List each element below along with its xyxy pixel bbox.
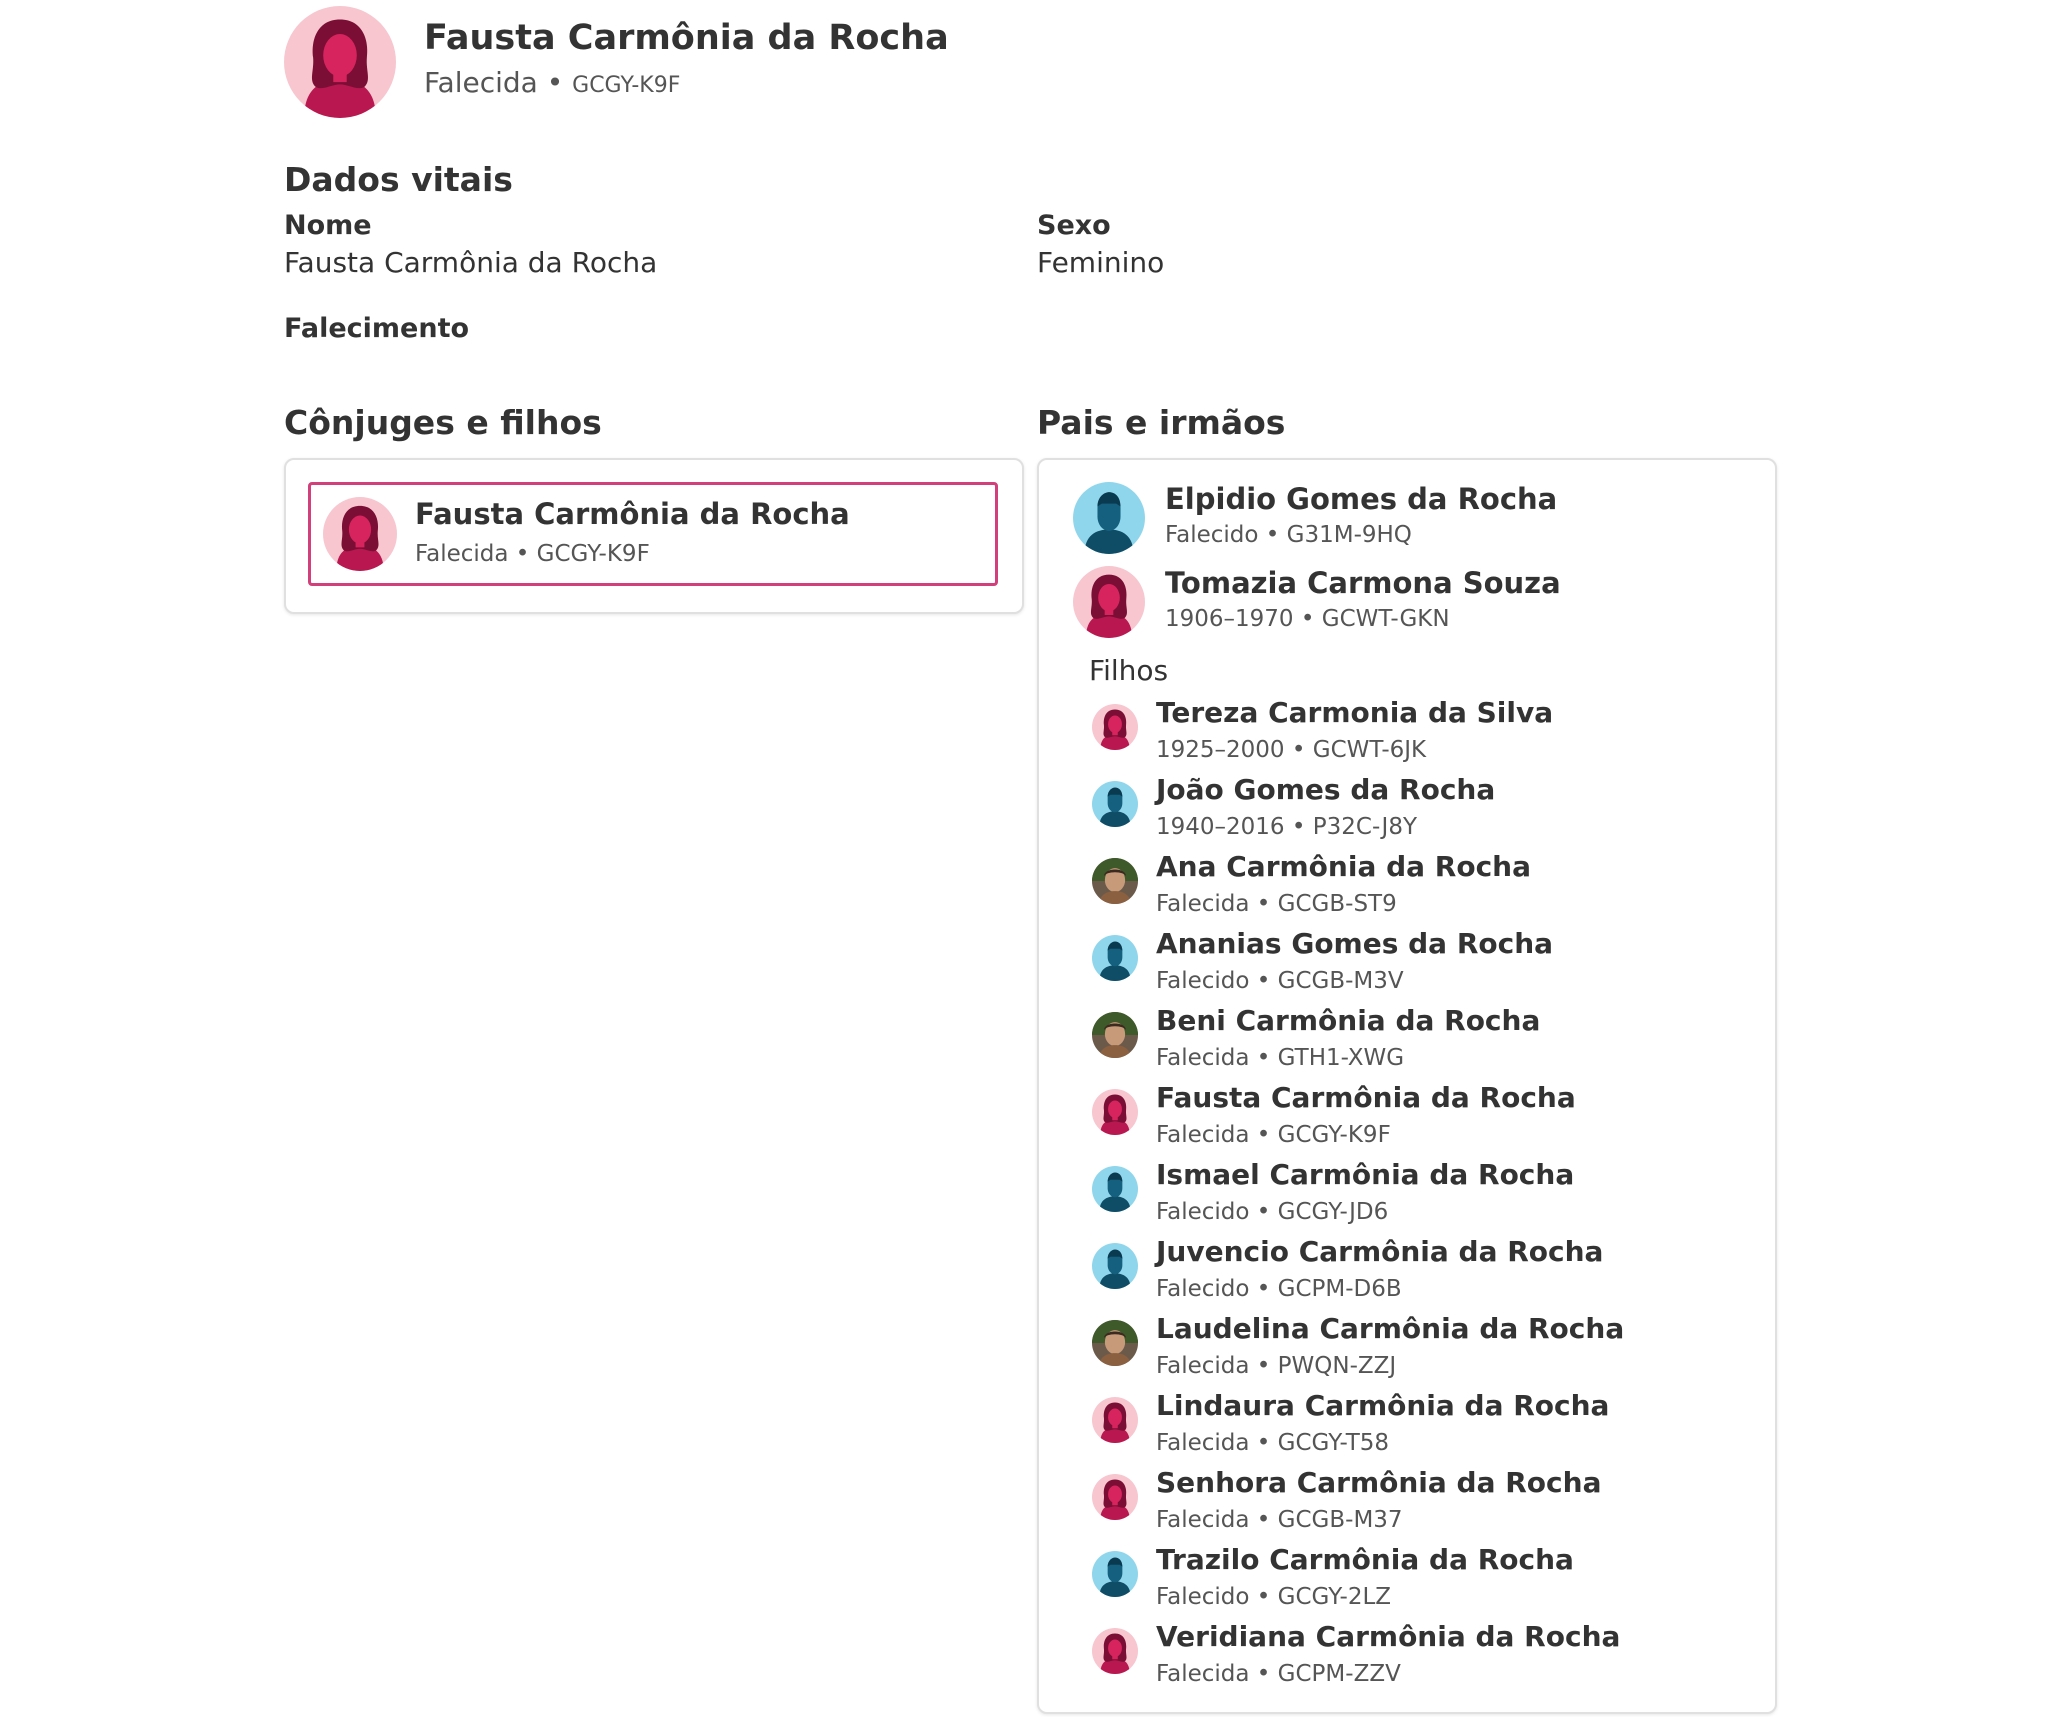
female-avatar-icon bbox=[1092, 1089, 1138, 1135]
photo-avatar-icon bbox=[1092, 858, 1138, 904]
photo-avatar-icon bbox=[1092, 1012, 1138, 1058]
child-meta: Falecido • GCGY-JD6 bbox=[1156, 1199, 1389, 1225]
meta-separator: • bbox=[546, 66, 564, 99]
female-avatar-icon bbox=[1092, 1397, 1138, 1443]
name-label: Nome bbox=[284, 210, 372, 241]
profile-id: GCGY-K9F bbox=[572, 73, 681, 98]
children-label: Filhos bbox=[1089, 654, 1169, 687]
child-name[interactable]: Ismael Carmônia da Rocha bbox=[1156, 1158, 1575, 1191]
child-meta: Falecida • GCGY-K9F bbox=[1156, 1122, 1391, 1148]
spouses-card bbox=[284, 458, 1024, 614]
male-avatar-icon bbox=[1092, 781, 1138, 827]
parents-title: Pais e irmãos bbox=[1037, 403, 1286, 442]
child-name[interactable]: João Gomes da Rocha bbox=[1156, 773, 1496, 806]
parent-meta: 1906–1970 • GCWT-GKN bbox=[1165, 606, 1450, 632]
parent-name[interactable]: Tomazia Carmona Souza bbox=[1165, 566, 1561, 600]
male-avatar-icon bbox=[1092, 1551, 1138, 1597]
photo-avatar-icon bbox=[1092, 1320, 1138, 1366]
profile-avatar-female-icon bbox=[284, 6, 396, 118]
child-meta: Falecido • GCPM-D6B bbox=[1156, 1276, 1402, 1302]
child-name[interactable]: Tereza Carmonia da Silva bbox=[1156, 696, 1554, 729]
child-name[interactable]: Fausta Carmônia da Rocha bbox=[1156, 1081, 1576, 1114]
female-avatar-icon bbox=[1092, 1628, 1138, 1674]
child-meta: Falecido • GCGB-M3V bbox=[1156, 968, 1404, 994]
child-meta: Falecido • GCGY-2LZ bbox=[1156, 1584, 1392, 1610]
male-avatar-icon bbox=[1073, 482, 1145, 554]
spouse-entry[interactable] bbox=[308, 482, 998, 586]
child-meta: Falecida • GCGY-T58 bbox=[1156, 1430, 1390, 1456]
female-avatar-icon bbox=[1073, 566, 1145, 638]
profile-status: Falecida bbox=[424, 66, 538, 99]
profile-meta bbox=[424, 66, 680, 99]
child-name[interactable]: Juvencio Carmônia da Rocha bbox=[1156, 1235, 1604, 1268]
child-name[interactable]: Laudelina Carmônia da Rocha bbox=[1156, 1312, 1625, 1345]
child-meta: Falecida • GCPM-ZZV bbox=[1156, 1661, 1401, 1687]
child-name[interactable]: Ananias Gomes da Rocha bbox=[1156, 927, 1554, 960]
page-title: Fausta Carmônia da Rocha bbox=[424, 18, 949, 58]
vitals-title: Dados vitais bbox=[284, 160, 513, 199]
child-meta: 1925–2000 • GCWT-6JK bbox=[1156, 737, 1427, 763]
male-avatar-icon bbox=[1092, 1166, 1138, 1212]
parents-card bbox=[1037, 458, 1777, 1714]
child-meta: Falecida • GCGB-M37 bbox=[1156, 1507, 1403, 1533]
child-meta: Falecida • GCGB-ST9 bbox=[1156, 891, 1397, 917]
spouse-name[interactable]: Fausta Carmônia da Rocha bbox=[415, 497, 850, 531]
sex-value: Feminino bbox=[1037, 246, 1165, 279]
male-avatar-icon bbox=[1092, 1243, 1138, 1289]
child-name[interactable]: Ana Carmônia da Rocha bbox=[1156, 850, 1531, 883]
name-value: Fausta Carmônia da Rocha bbox=[284, 246, 658, 279]
child-name[interactable]: Trazilo Carmônia da Rocha bbox=[1156, 1543, 1574, 1576]
child-meta: Falecida • GTH1-XWG bbox=[1156, 1045, 1405, 1071]
female-avatar-icon bbox=[323, 497, 397, 571]
sex-label: Sexo bbox=[1037, 210, 1111, 241]
child-name[interactable]: Senhora Carmônia da Rocha bbox=[1156, 1466, 1602, 1499]
parent-meta: Falecido • G31M-9HQ bbox=[1165, 522, 1412, 548]
male-avatar-icon bbox=[1092, 935, 1138, 981]
child-name[interactable]: Veridiana Carmônia da Rocha bbox=[1156, 1620, 1621, 1653]
child-name[interactable]: Beni Carmônia da Rocha bbox=[1156, 1004, 1541, 1037]
child-meta: 1940–2016 • P32C-J8Y bbox=[1156, 814, 1417, 840]
spouses-title: Cônjuges e filhos bbox=[284, 403, 602, 442]
female-avatar-icon bbox=[1092, 1474, 1138, 1520]
death-label: Falecimento bbox=[284, 313, 470, 344]
child-name[interactable]: Lindaura Carmônia da Rocha bbox=[1156, 1389, 1610, 1422]
parent-name[interactable]: Elpidio Gomes da Rocha bbox=[1165, 482, 1558, 516]
female-avatar-icon bbox=[1092, 704, 1138, 750]
spouse-meta: Falecida • GCGY-K9F bbox=[415, 541, 650, 567]
child-meta: Falecida • PWQN-ZZJ bbox=[1156, 1353, 1397, 1379]
